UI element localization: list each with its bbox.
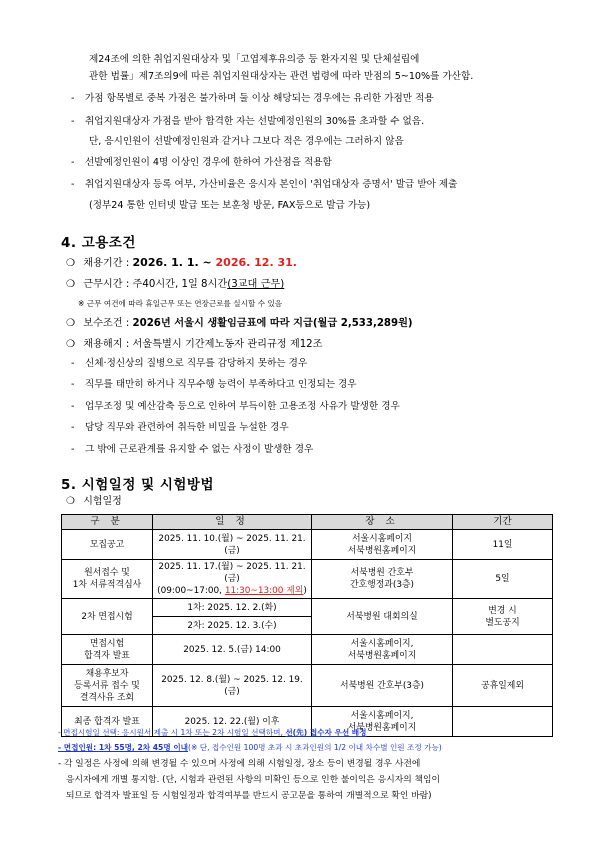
pay-condition: ❍ 보수조건 : 2026년 서울시 생활임금표에 따라 지급(월급 2,533,289원) — [66, 318, 413, 329]
employment-period: ❍ 채용기간 : 2026. 1. 1. ~ 2026. 12. 31. — [66, 256, 297, 269]
dismissal-item-5: - 그 밖에 근로관계를 유지할 수 없는 사정이 발생한 경우 — [71, 444, 314, 455]
row-place: 서북병원 간호부 간호행정과(3층) — [312, 560, 453, 599]
section-5-title: 5. 시험일정 및 시험방법 — [61, 477, 214, 493]
dismissal-condition: ❍ 채용해지 : 서울특별시 기간제노동자 관리규정 제12조 — [66, 339, 323, 350]
row-category: 2차 면접시험 — [62, 599, 153, 635]
header-schedule: 일 정 — [153, 515, 312, 530]
row-schedule: 2025. 12. 8.(월) ~ 2025. 12. 19.(금) — [153, 665, 312, 707]
exam-schedule-table — [61, 514, 553, 737]
row-period — [453, 635, 553, 665]
table-row — [62, 530, 553, 560]
intro-bullet-2: - 취업지원대상자 가점을 받아 합격한 자는 선발예정인원의 30%를 초과할 수 없음. — [71, 116, 425, 127]
row-period: 변경 시 별도공지 — [453, 599, 553, 635]
row-period: 5일 — [453, 560, 553, 599]
exam-schedule-subtitle: ❍ 시험일정 — [66, 496, 122, 507]
note-interview-date: - 면접시험일 선택: 응시원서 제출 시 1차 또는 2차 시험일 선택하며, 선(先) 접수자 우선 배정 — [58, 728, 367, 737]
circle-bullet-icon: ❍ — [66, 496, 75, 507]
row-schedule: 2차: 2025. 12. 3.(수) — [153, 617, 312, 635]
intro-bullet-4-cont: (정부24 통한 인터넷 발급 또는 보훈청 방문, FAX등으로 발급 가능) — [89, 200, 371, 211]
intro-bullet-2-cont: 단, 응시인원이 선발예정인원과 같거나 그보다 적은 경우에는 그러하지 않음 — [89, 136, 404, 147]
table-header-row — [62, 515, 553, 530]
circle-bullet-icon: ❍ — [66, 279, 76, 290]
circle-bullet-icon: ❍ — [66, 258, 76, 269]
row-period — [453, 707, 553, 737]
row-category: 최종 합격자 발표 — [62, 707, 153, 737]
row-category: 모집공고 — [62, 530, 153, 560]
header-place: 장 소 — [312, 515, 453, 530]
section-4-title: 4. 고용조건 — [61, 235, 136, 251]
row-place: 서울시홈페이지, 서북병원홈페이지 — [312, 635, 453, 665]
row-place: 서북병원 간호부(3층) — [312, 665, 453, 707]
dismissal-item-2: - 직무를 태만히 하거나 직무수행 능력이 부족하다고 인정되는 경우 — [71, 379, 357, 390]
row-category: 원서접수 및 1차 서류적격심사 — [62, 560, 153, 599]
header-category: 구 분 — [62, 515, 153, 530]
row-place: 서북병원 대회의실 — [312, 599, 453, 635]
intro-bullet-1: - 가점 항목별로 중복 가점은 불가하며 둘 이상 해당되는 경우에는 유리한 가점만 적용 — [71, 93, 434, 104]
working-hours-note: ※ 근무 여건에 따라 휴일근무 또는 연장근로를 실시할 수 있음 — [78, 299, 283, 308]
table-row — [62, 665, 553, 707]
circle-bullet-icon: ❍ — [66, 339, 76, 350]
row-schedule: 2025. 11. 10.(월) ~ 2025. 11. 21.(금) — [153, 530, 312, 560]
intro-line-1: 제24조에 의한 취업지원대상자 및「고엽제후유의증 등 환자지원 및 단체설립에 — [89, 54, 420, 65]
row-period: 11일 — [453, 530, 553, 560]
intro-bullet-4: - 취업지원대상자 등록 여부, 가산비율은 응시자 본인이 '취업대상자 증명서' 발급 받아 제출 — [71, 179, 458, 190]
intro-bullet-3: - 선발예정인원이 4명 이상인 경우에 한하여 가산점을 적용함 — [71, 157, 332, 168]
note-interview-count: - 면접인원: 1차 55명, 2차 45명 이내(※ 단, 접수인원 100명 초과 시 초과인원의 1/2 이내 차수별 인원 조정 가능) — [58, 743, 442, 752]
row-period: 공휴일제외 — [453, 665, 553, 707]
note-schedule-change-2: 응시자에게 개별 통지함. (단, 시험과 관련된 사항의 미확인 등으로 인한 불이익은 응시자의 책임이 — [66, 775, 440, 785]
row-place: 서울시홈페이지, 서북병원홈페이지 — [312, 707, 453, 737]
dismissal-item-3: - 업무조정 및 예산감축 등으로 인하여 부득이한 고용조정 사유가 발생한 경우 — [71, 401, 400, 412]
row-category: 면접시험 합격자 발표 — [62, 635, 153, 665]
row-schedule: 2025. 12. 22.(월) 이후 — [153, 707, 312, 737]
note-schedule-change-1: - 각 일정은 사정에 의해 변경될 수 있으며 사정에 의해 시험일정, 장소 등이 변경될 경우 사전에 — [58, 759, 421, 769]
row-schedule: 2025. 11. 17.(월) ~ 2025. 11. 21.(금) (09:00~17:00, 11:30~13:00 제외) — [153, 560, 312, 599]
table-row — [62, 599, 553, 617]
row-place: 서울시홈페이지 서북병원홈페이지 — [312, 530, 453, 560]
intro-line-2: 관한 법률」제7조의9에 따른 취업지원대상자는 관련 법령에 따라 만점의 5~10%를 가산함. — [89, 71, 474, 82]
header-period: 기간 — [453, 515, 553, 530]
row-category: 채용후보자 등록서류 접수 및 결격사유 조회 — [62, 665, 153, 707]
table-row — [62, 560, 553, 599]
row-schedule: 2025. 12. 5.(금) 14:00 — [153, 635, 312, 665]
note-schedule-change-3: 되므로 합격자 발표일 등 시험일정과 합격여부를 반드시 공고문을 통하여 개별적으로 확인 바람) — [66, 791, 432, 801]
working-hours: ❍ 근무시간 : 주40시간, 1일 8시간(3교대 근무) — [66, 279, 285, 290]
row-schedule: 1차: 2025. 12. 2.(화) — [153, 599, 312, 617]
dismissal-item-1: - 신체·정신상의 질병으로 직무를 감당하지 못하는 경우 — [71, 358, 308, 369]
table-row — [62, 635, 553, 665]
dismissal-item-4: - 담당 직무와 관련하여 취득한 비밀을 누설한 경우 — [71, 422, 289, 433]
circle-bullet-icon: ❍ — [66, 318, 76, 329]
